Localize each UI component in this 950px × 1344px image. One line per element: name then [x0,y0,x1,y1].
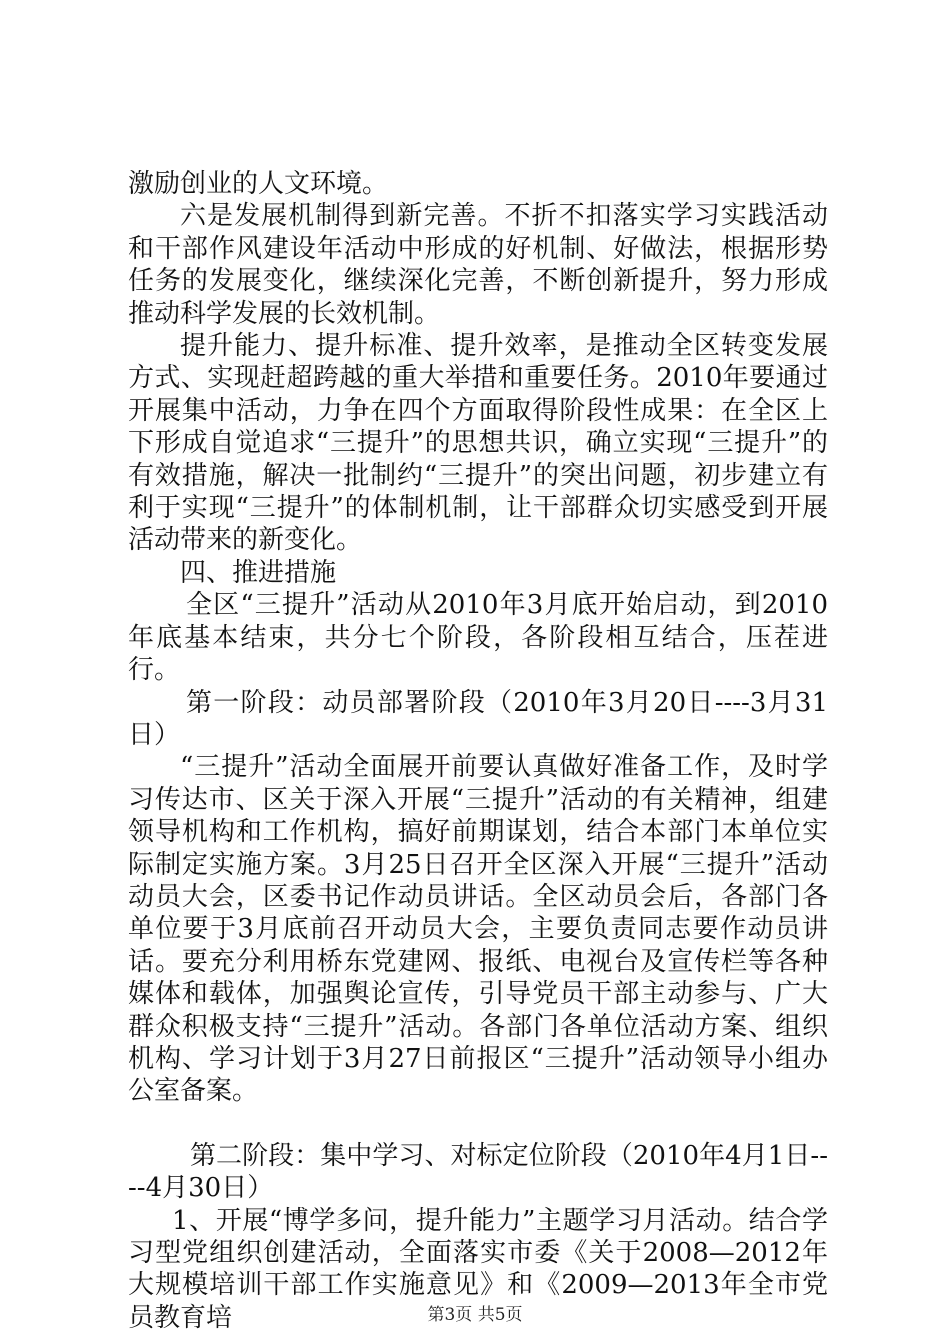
blank-line [128,1108,828,1140]
document-body [128,168,828,1334]
paragraph-3: 提升能力、提升标准、提升效率，是推动全区转变发展方式、实现赶超跨越的重大举措和重要任务。2010年要通过开展集中活动，力争在四个方面取得阶段性成果：在全区上下形成自觉追求“三提升”的思想共识，确立实现“三提升”的有效措施，解决一批制约“三提升”的突出问题，初步建立有利于实现“三提升”的体制机制，让干部群众切实感受到开展活动带来的新变化。 [128,331,828,556]
section-heading: 四、推进措施 [180,557,337,588]
paragraph-1: 激励创业的人文环境。 [128,169,389,199]
paragraph-6: 1、开展“博学多问，提升能力”主题学习月活动。结合学习型党组织创建活动，全面落实市委《关于2008—2012年大规模培训干部工作实施意见》和《2009—2013年全市党员教育培 [128,1205,828,1333]
stage-2-heading: 第二阶段：集中学习、对标定位阶段（2010年4月1日----4月30日） [128,1140,828,1204]
stage-1-heading: 第一阶段：动员部署阶段（2010年3月20日----3月31日） [128,687,828,750]
paragraph-2: 六是发展机制得到新完善。不折不扣落实学习实践活动和干部作风建设年活动中形成的好机制、好做法，根据形势任务的发展变化，继续深化完善，不断创新提升，努力形成推动科学发展的长效机制。 [128,201,828,329]
paragraph-4: 全区“三提升”活动从2010年3月底开始启动，到2010年底基本结束，共分七个阶段，各阶段相互结合，压茬进行。 [128,590,828,686]
paragraph-5: “三提升”活动全面展开前要认真做好准备工作，及时学习传达市、区关于深入开展“三提升”活动的有关精神，组建领导机构和工作机构，搞好前期谋划，结合本部门本单位实际制定实施方案。3月25日召开全区深入开展“三提升”活动动员大会，区委书记作动员讲话。全区动员会后，各部门各单位要于3月底前召开动员大会，主要负责同志要作动员讲话。要充分利用桥东党建网、报纸、电视台及宣传栏等各种媒体和载体，加强舆论宣传，引导党员干部主动参与、广大群众积极支持“三提升”活动。各部门各单位活动方案、组织机构、学习计划于3月27日前报区“三提升”活动领导小组办公室备案。 [128,752,828,1107]
page-footer: 第3页 共5页 [427,1305,523,1325]
